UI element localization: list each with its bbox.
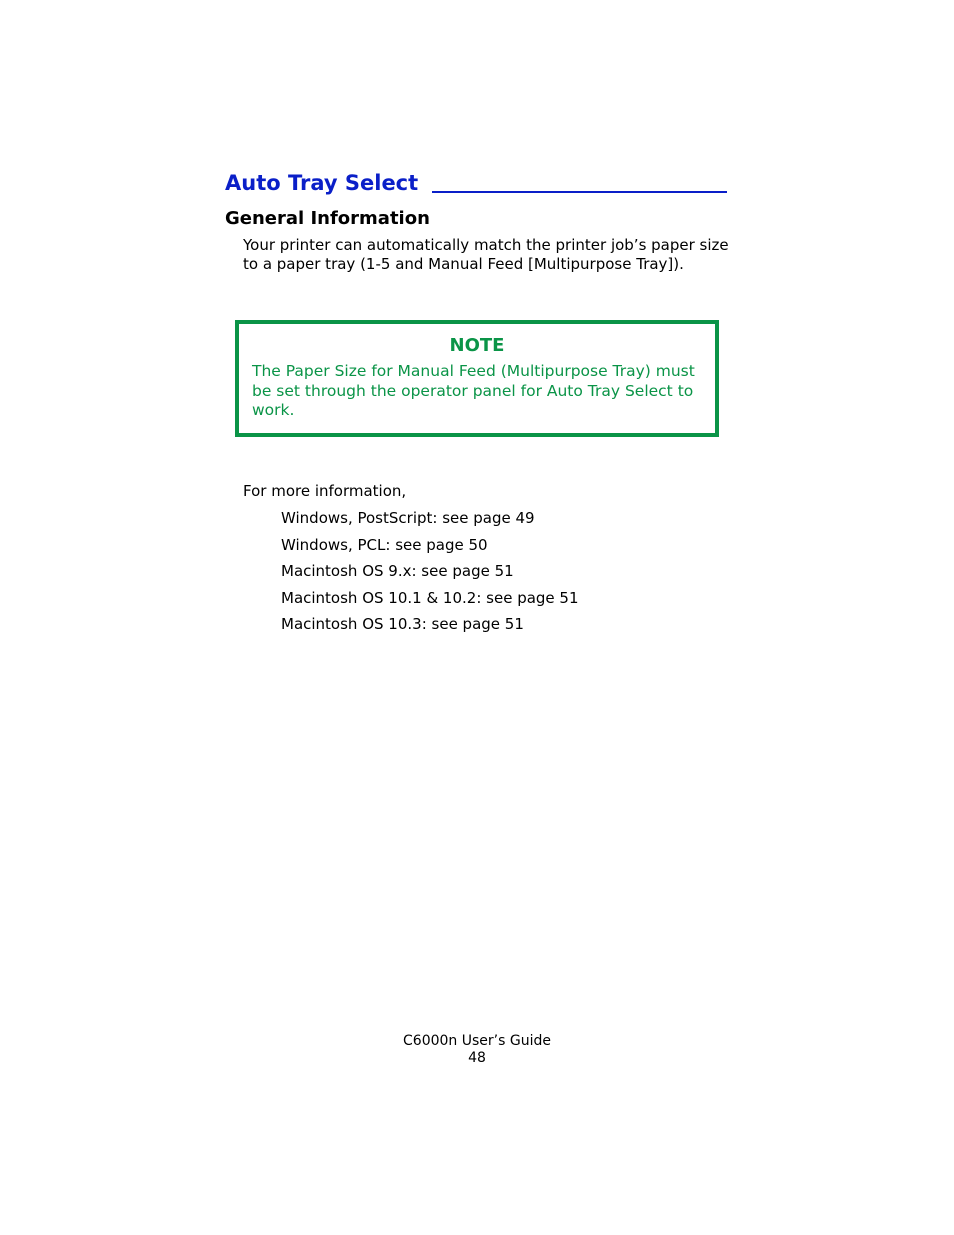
reference-item: Macintosh OS 10.1 & 10.2: see page 51: [281, 588, 579, 607]
more-info-lead: For more information,: [243, 482, 407, 500]
section-title: Auto Tray Select: [225, 171, 419, 195]
subheading: General Information: [225, 208, 430, 229]
page-footer: [0, 1033, 954, 1067]
note-text: The Paper Size for Manual Feed (Multipurpose Tray) must be set through the operator panel for Auto Tray Select to work.: [252, 362, 695, 419]
note-box: [235, 320, 719, 437]
intro-paragraph: Your printer can automatically match the printer job’s paper size to a paper tray (1-5 and Manual Feed [Multipurpose Tray]).: [243, 236, 729, 273]
reference-list: [281, 509, 579, 642]
footer-guide-title: C6000n User’s Guide: [403, 1033, 551, 1049]
reference-item: Macintosh OS 9.x: see page 51: [281, 562, 514, 581]
section-heading: [225, 168, 727, 198]
reference-item: Windows, PCL: see page 50: [281, 535, 488, 554]
reference-item: Macintosh OS 10.3: see page 51: [281, 615, 524, 634]
title-underline-rule: [432, 191, 727, 193]
reference-item: Windows, PostScript: see page 49: [281, 509, 535, 527]
note-title: NOTE: [449, 335, 505, 356]
footer-page-number: 48: [468, 1050, 486, 1066]
